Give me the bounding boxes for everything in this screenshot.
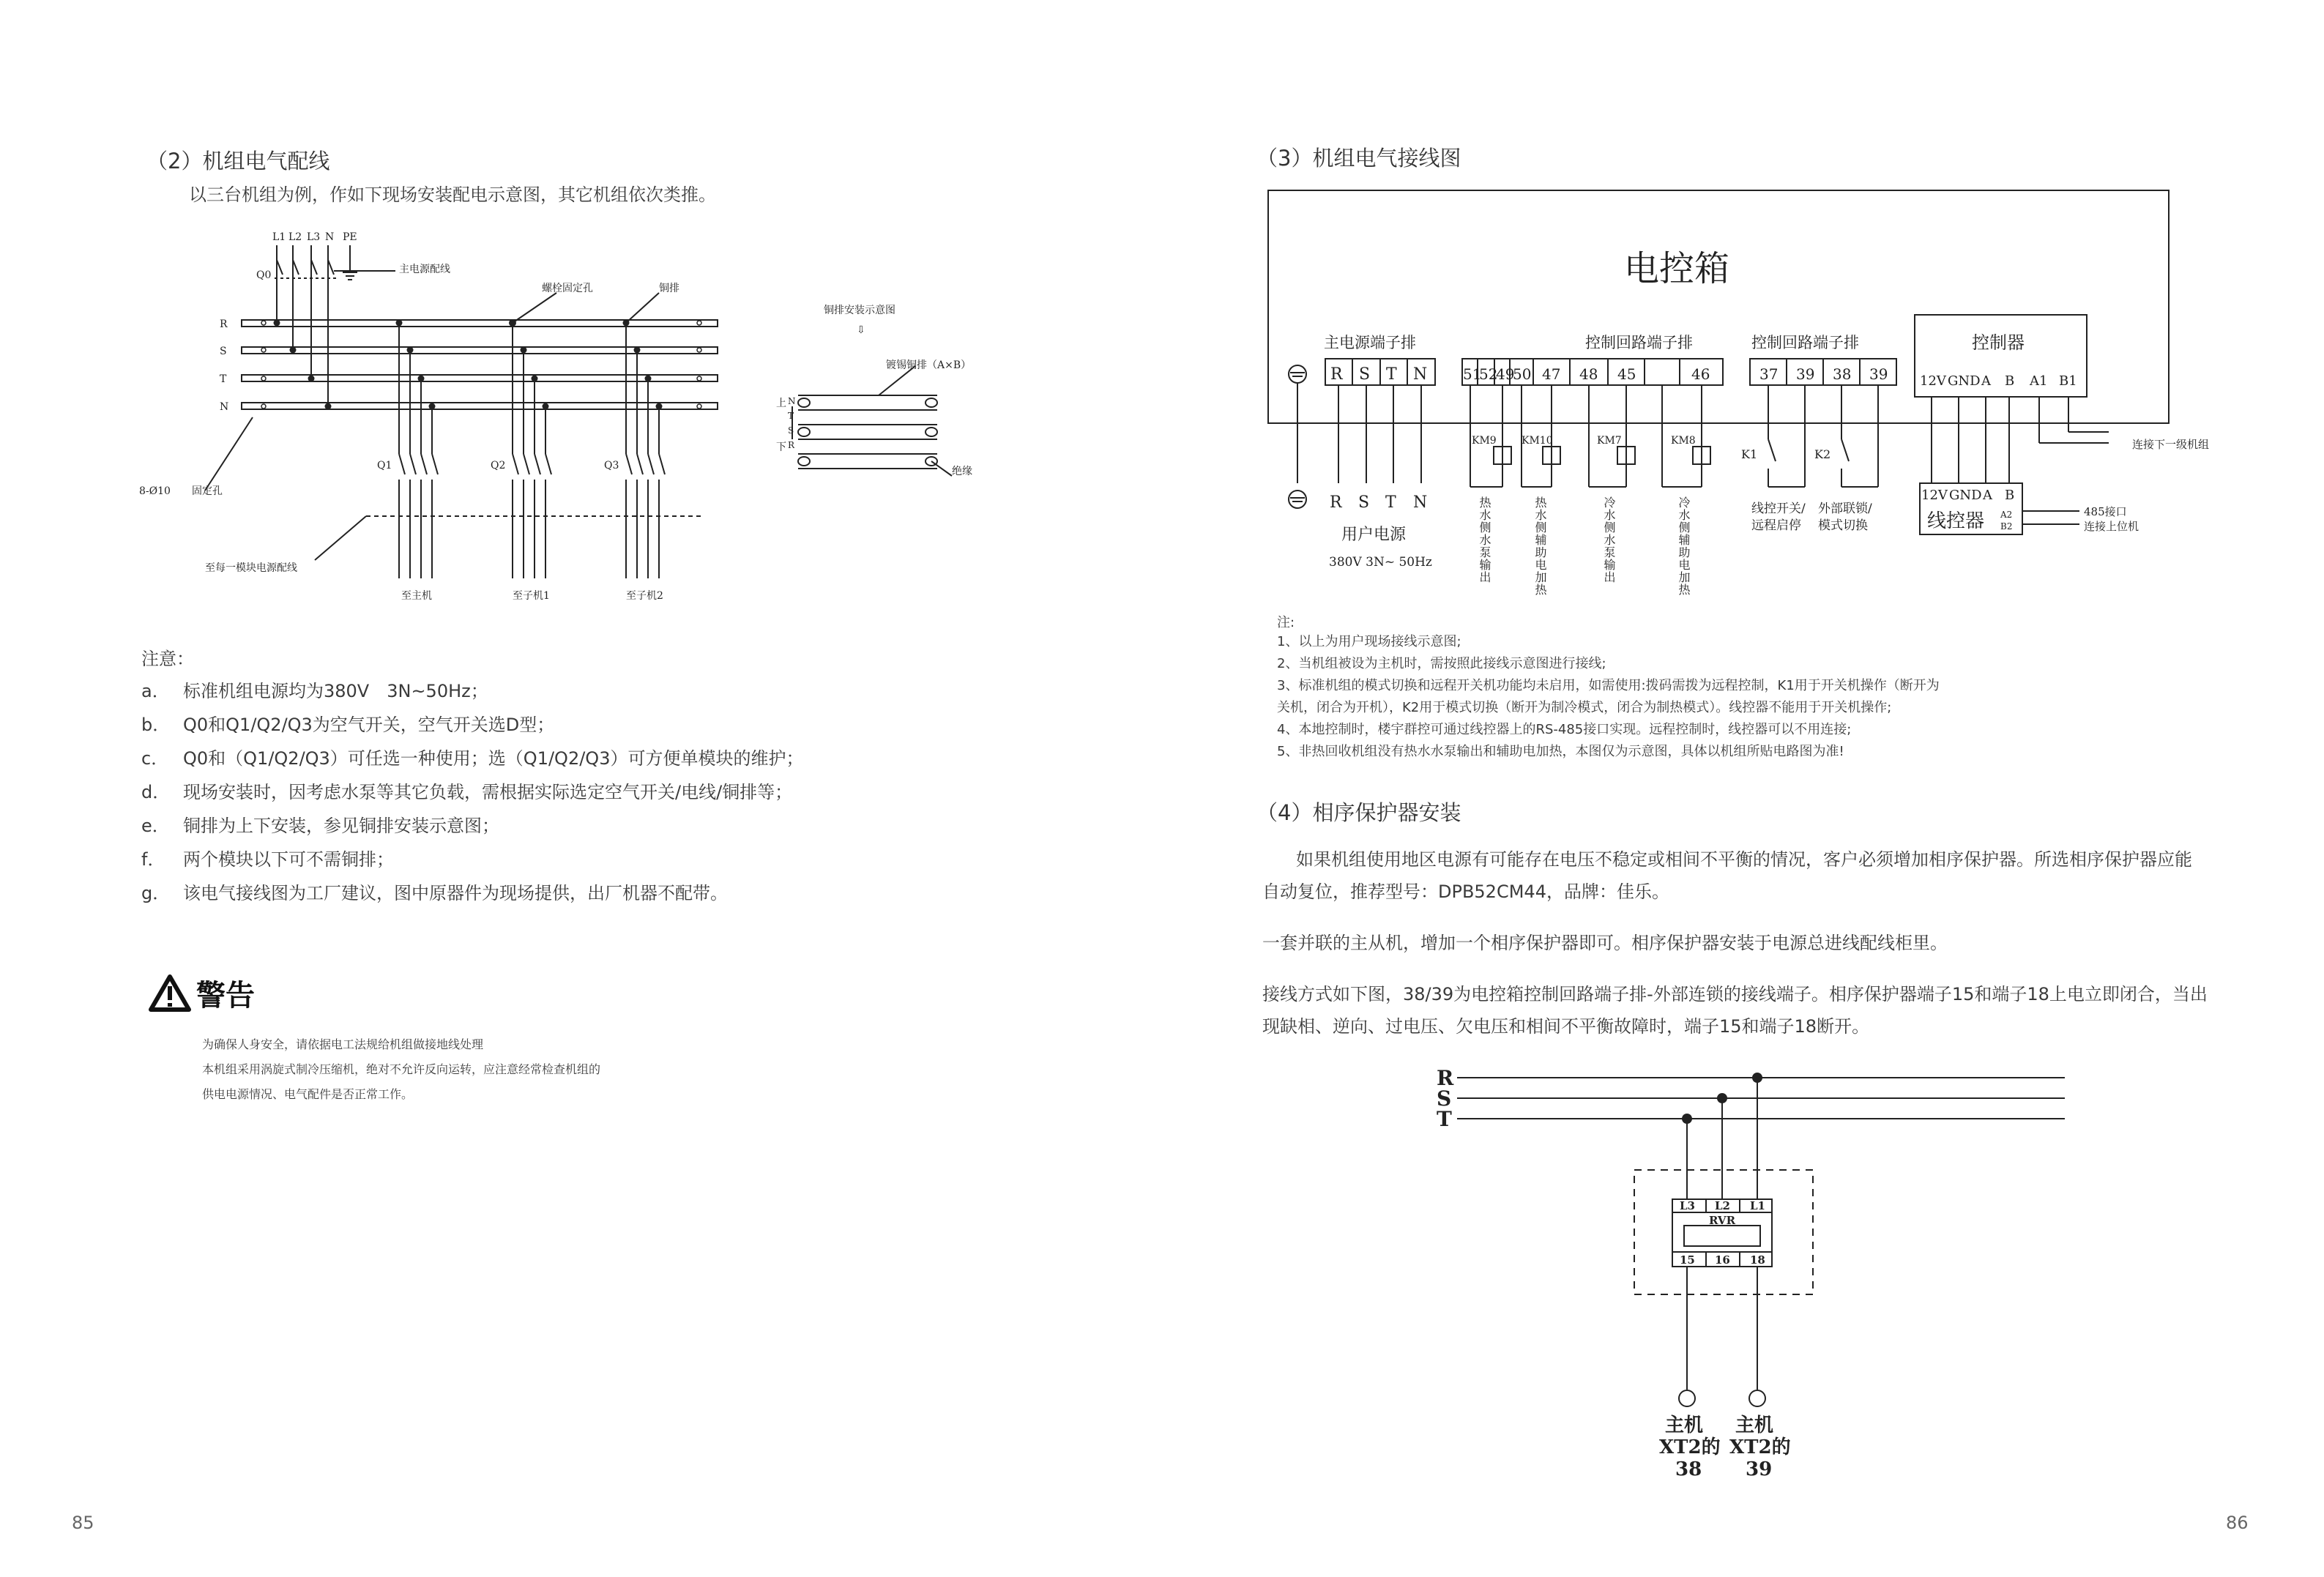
page-number-left: 85 <box>72 1513 94 1533</box>
section-4-para2: 一套并联的主从机，增加一个相序保护器即可。相序保护器安装于电源总进线配线柜里。 <box>1262 933 1948 953</box>
inset-up: 上 <box>776 398 786 409</box>
note-g-letter: g． <box>141 883 171 903</box>
left-out-line-1: 主机 <box>1665 1414 1704 1436</box>
diagram-note-1: 1、以上为用户现场接线示意图; <box>1277 634 1461 649</box>
section-4-para3-line1: 接线方式如下图，38/39为电控箱控制回路端子排-外部连锁的接线端子。相序保护器端子15和端子18上电立即闭合，当出 <box>1262 984 2208 1004</box>
controller-term-12v: 12V <box>1920 373 1946 389</box>
phase-label-PE: PE <box>343 231 357 243</box>
ctrl-term-47: 47 <box>1542 365 1561 383</box>
ctrl-term-48: 48 <box>1579 365 1598 383</box>
bus-row-T: T <box>220 373 227 385</box>
controller-term-gnd: GND <box>1948 373 1981 389</box>
relay-km7: KM7 <box>1597 435 1622 447</box>
phase-line-T: T <box>1437 1107 1452 1131</box>
ctrl-term-49: 49 <box>1496 365 1515 383</box>
phase-label-L2: L2 <box>288 231 302 243</box>
left-out-line-3: 38 <box>1675 1458 1702 1480</box>
note-a-letter: a． <box>141 681 170 701</box>
next-unit-label: 连接下一级机组 <box>2132 438 2210 451</box>
ctrl-term-46: 46 <box>1691 365 1710 383</box>
note-f-text: 两个模块以下可不需铜排； <box>183 849 394 870</box>
bus-row-S: S <box>220 346 227 357</box>
switch-q2: Q2 <box>491 460 506 471</box>
bus-row-N: N <box>220 401 229 413</box>
ctrl-term-51: 51 <box>1463 365 1482 383</box>
output-main: 至主机 <box>401 590 432 602</box>
b2-label: B2 <box>2000 521 2013 532</box>
section-2-intro: 以三台机组为例，作如下现场安装配电示意图，其它机组依次类推。 <box>189 184 716 205</box>
inset-copper-label: 镀锡铜排（A×B） <box>886 359 972 371</box>
switch-q1: Q1 <box>377 460 392 471</box>
note-f-letter: f． <box>141 849 165 870</box>
note-d-letter: d． <box>141 782 171 802</box>
ctrl-term-52: 52 <box>1479 365 1498 383</box>
note-a-text: 标准机组电源均为380V 3N~50Hz； <box>183 681 488 701</box>
wire-controller-label: 线控器 <box>1927 510 1985 532</box>
main-power-label: 主电源配线 <box>399 264 450 275</box>
bolt-hole-label: 螺栓固定孔 <box>542 283 593 294</box>
controller-term-a1: A1 <box>2030 373 2048 389</box>
q0-label: Q0 <box>256 269 272 281</box>
main-term-R: R <box>1330 365 1343 384</box>
warning-line-2: 本机组采用涡旋式制冷压缩机，绝对不允许反向运转，应注意经常检查机组的 <box>202 1062 601 1076</box>
main-terminal-label: 主电源端子排 <box>1324 334 1416 351</box>
right-out-line-3: 39 <box>1746 1458 1773 1480</box>
hole-label: 固定孔 <box>192 485 223 497</box>
main-term-T: T <box>1386 365 1397 384</box>
relay-km9: KM9 <box>1472 435 1497 447</box>
note-b-letter: b． <box>141 715 171 735</box>
rvr-term-18: 18 <box>1750 1253 1765 1267</box>
k1-text-2: 远程启停 <box>1751 518 1801 533</box>
phase-label-L3: L3 <box>307 231 321 243</box>
control-box-title: 电控箱 <box>1624 248 1730 289</box>
controller-term-b1: B1 <box>2059 373 2077 389</box>
user-term-R: R <box>1330 493 1342 512</box>
wire-ctrl-term-12v: 12V <box>1921 488 1948 503</box>
k2-text-1: 外部联锁/ <box>1818 502 1872 516</box>
warning-line-3: 供电电源情况、电气配件是否正常工作。 <box>202 1087 414 1101</box>
inset-insulation: 绝缘 <box>952 466 972 477</box>
phase-label-N: N <box>325 231 335 243</box>
controller-term-a: A <box>1981 373 1991 389</box>
inset-down: 下 <box>776 441 786 453</box>
ctrl-terminal-2-label: 控制回路端子排 <box>1751 334 1859 351</box>
note-d-text: 现场安装时，因考虑水泵等其它负载，需根据实际选定空气开关/电线/铜排等； <box>183 782 793 802</box>
warning-line-1: 为确保人身安全，请依据电工法规给机组做接地线处理 <box>202 1037 484 1051</box>
module-wiring-label: 至每一模块电源配线 <box>205 562 297 574</box>
warning-title: 警告 <box>196 979 255 1013</box>
inset-title: 铜排安装示意图 <box>824 305 895 316</box>
user-power-spec: 380V 3N~ 50Hz <box>1329 555 1432 570</box>
diagram-note-3: 3、标准机组的模式切换和远程开关机功能均未启用，如需使用:拨码需拨为远程控制，K1用于开关机操作（断开为 <box>1277 678 1940 693</box>
output-sub-2: 至子机2 <box>626 590 663 602</box>
rvr-term-L2: L2 <box>1715 1199 1730 1212</box>
k2-label: K2 <box>1814 447 1831 461</box>
wire-ctrl-term-a: A <box>1983 488 1992 503</box>
section-3-title: （3）机组电气接线图 <box>1256 146 1461 171</box>
bus-row-R: R <box>220 318 228 330</box>
right-out-line-2: XT2的 <box>1729 1436 1791 1458</box>
wire-ctrl-term-b: B <box>2005 488 2015 503</box>
relay-km8: KM8 <box>1671 435 1696 447</box>
output-hot-heater: 热水侧辅助电加热 <box>1533 496 1547 596</box>
main-term-N: N <box>1413 365 1428 384</box>
busbar-label: 铜排 <box>659 283 679 294</box>
diagram-note-3b: 关机，闭合为开机），K2用于模式切换（断开为制冷模式，闭合为制热模式）。线控器不能用于开关机操作; <box>1277 700 1892 715</box>
phase-line-S: S <box>1437 1086 1452 1111</box>
inset-row-N: N <box>788 396 796 406</box>
right-out-line-1: 主机 <box>1735 1414 1774 1436</box>
relay-km10: KM10 <box>1522 435 1553 447</box>
a2-label: A2 <box>2000 510 2013 520</box>
note-b-text: Q0和Q1/Q2/Q3为空气开关，空气开关选D型； <box>183 715 555 735</box>
rvr-device-label: RVR <box>1709 1214 1736 1227</box>
section-4-para1-line1: 如果机组使用地区电源有可能存在电压不稳定或相间不平衡的情况，客户必须增加相序保护器。所选相序保护器应能 <box>1296 849 2192 870</box>
section-4-title: （4）相序保护器安装 <box>1256 800 1461 825</box>
left-out-line-2: XT2的 <box>1659 1436 1721 1458</box>
rvr-term-16: 16 <box>1715 1253 1730 1267</box>
output-sub-1: 至子机1 <box>513 590 550 602</box>
note-e-letter: e． <box>141 816 170 836</box>
note-c-text: Q0和（Q1/Q2/Q3）可任选一种使用；选（Q1/Q2/Q3）可方便单模块的维护； <box>183 748 804 769</box>
diagram-note-4: 4、本地控制时，楼宇群控可通过线控器上的RS-485接口实现。远程控制时，线控器可以不用连接; <box>1277 722 1852 737</box>
port-485-label: 485接口 <box>2084 505 2127 518</box>
output-cold-heater: 冷水侧辅助电加热 <box>1677 496 1691 596</box>
user-term-N: N <box>1413 493 1428 512</box>
controller-label: 控制器 <box>1972 332 2025 353</box>
section-4-para3-line2: 现缺相、逆向、过电压、欠电压和相间不平衡故障时，端子15和端子18断开。 <box>1262 1016 1870 1037</box>
wire-ctrl-term-gnd: GND <box>1949 488 1982 503</box>
ctrl-term-50: 50 <box>1513 365 1532 383</box>
main-term-S: S <box>1359 365 1371 384</box>
ctrl-terminal-1-label: 控制回路端子排 <box>1585 334 1693 351</box>
switch-q3: Q3 <box>604 460 619 471</box>
output-cold-pump: 冷水侧水泵输出 <box>1602 496 1616 584</box>
inset-row-T: T <box>788 411 794 421</box>
notes-title: 注意： <box>141 649 194 669</box>
ctrl-term-37: 37 <box>1759 365 1779 383</box>
controller-term-b: B <box>2005 373 2015 389</box>
upper-computer-label: 连接上位机 <box>2084 520 2139 533</box>
hole-spec: 8-Ø10 <box>139 485 171 497</box>
note-c-letter: c． <box>141 748 169 769</box>
inset-arrow: ⇩ <box>857 324 865 336</box>
user-term-S: S <box>1358 493 1370 512</box>
k2-text-2: 模式切换 <box>1818 518 1868 533</box>
rvr-term-15: 15 <box>1680 1253 1695 1267</box>
user-term-T: T <box>1385 493 1396 512</box>
diagram-notes-title: 注: <box>1277 615 1295 630</box>
k1-text-1: 线控开关/ <box>1751 502 1806 516</box>
rvr-term-L1: L1 <box>1750 1199 1765 1212</box>
inset-row-S: S <box>788 425 794 436</box>
ctrl-term-39b: 39 <box>1869 365 1888 383</box>
k1-label: K1 <box>1741 447 1758 461</box>
section-2-title: （2）机组电气配线 <box>146 149 330 174</box>
ctrl-term-38: 38 <box>1833 365 1852 383</box>
section-4-para1-line2: 自动复位，推荐型号：DPB52CM44，品牌：佳乐。 <box>1262 881 1669 902</box>
ctrl-term-39a: 39 <box>1796 365 1815 383</box>
user-power-label: 用户电源 <box>1341 526 1407 544</box>
note-e-text: 铜排为上下安装，参见铜排安装示意图； <box>183 816 499 836</box>
note-g-text: 该电气接线图为工厂建议，图中原器件为现场提供，出厂机器不配带。 <box>183 883 728 903</box>
page-number-right: 86 <box>2226 1513 2249 1533</box>
inset-row-R: R <box>788 440 795 450</box>
ctrl-term-45: 45 <box>1617 365 1636 383</box>
phase-line-R: R <box>1437 1066 1454 1090</box>
output-hot-pump: 热水侧水泵输出 <box>1478 496 1491 584</box>
diagram-note-5: 5、非热回收机组没有热水水泵输出和辅助电加热，本图仅为示意图，具体以机组所贴电路图为准! <box>1277 744 1844 759</box>
diagram-note-2: 2、当机组被设为主机时，需按照此接线示意图进行接线; <box>1277 656 1606 671</box>
rvr-term-L3: L3 <box>1680 1199 1695 1212</box>
phase-label-L1: L1 <box>272 231 286 243</box>
